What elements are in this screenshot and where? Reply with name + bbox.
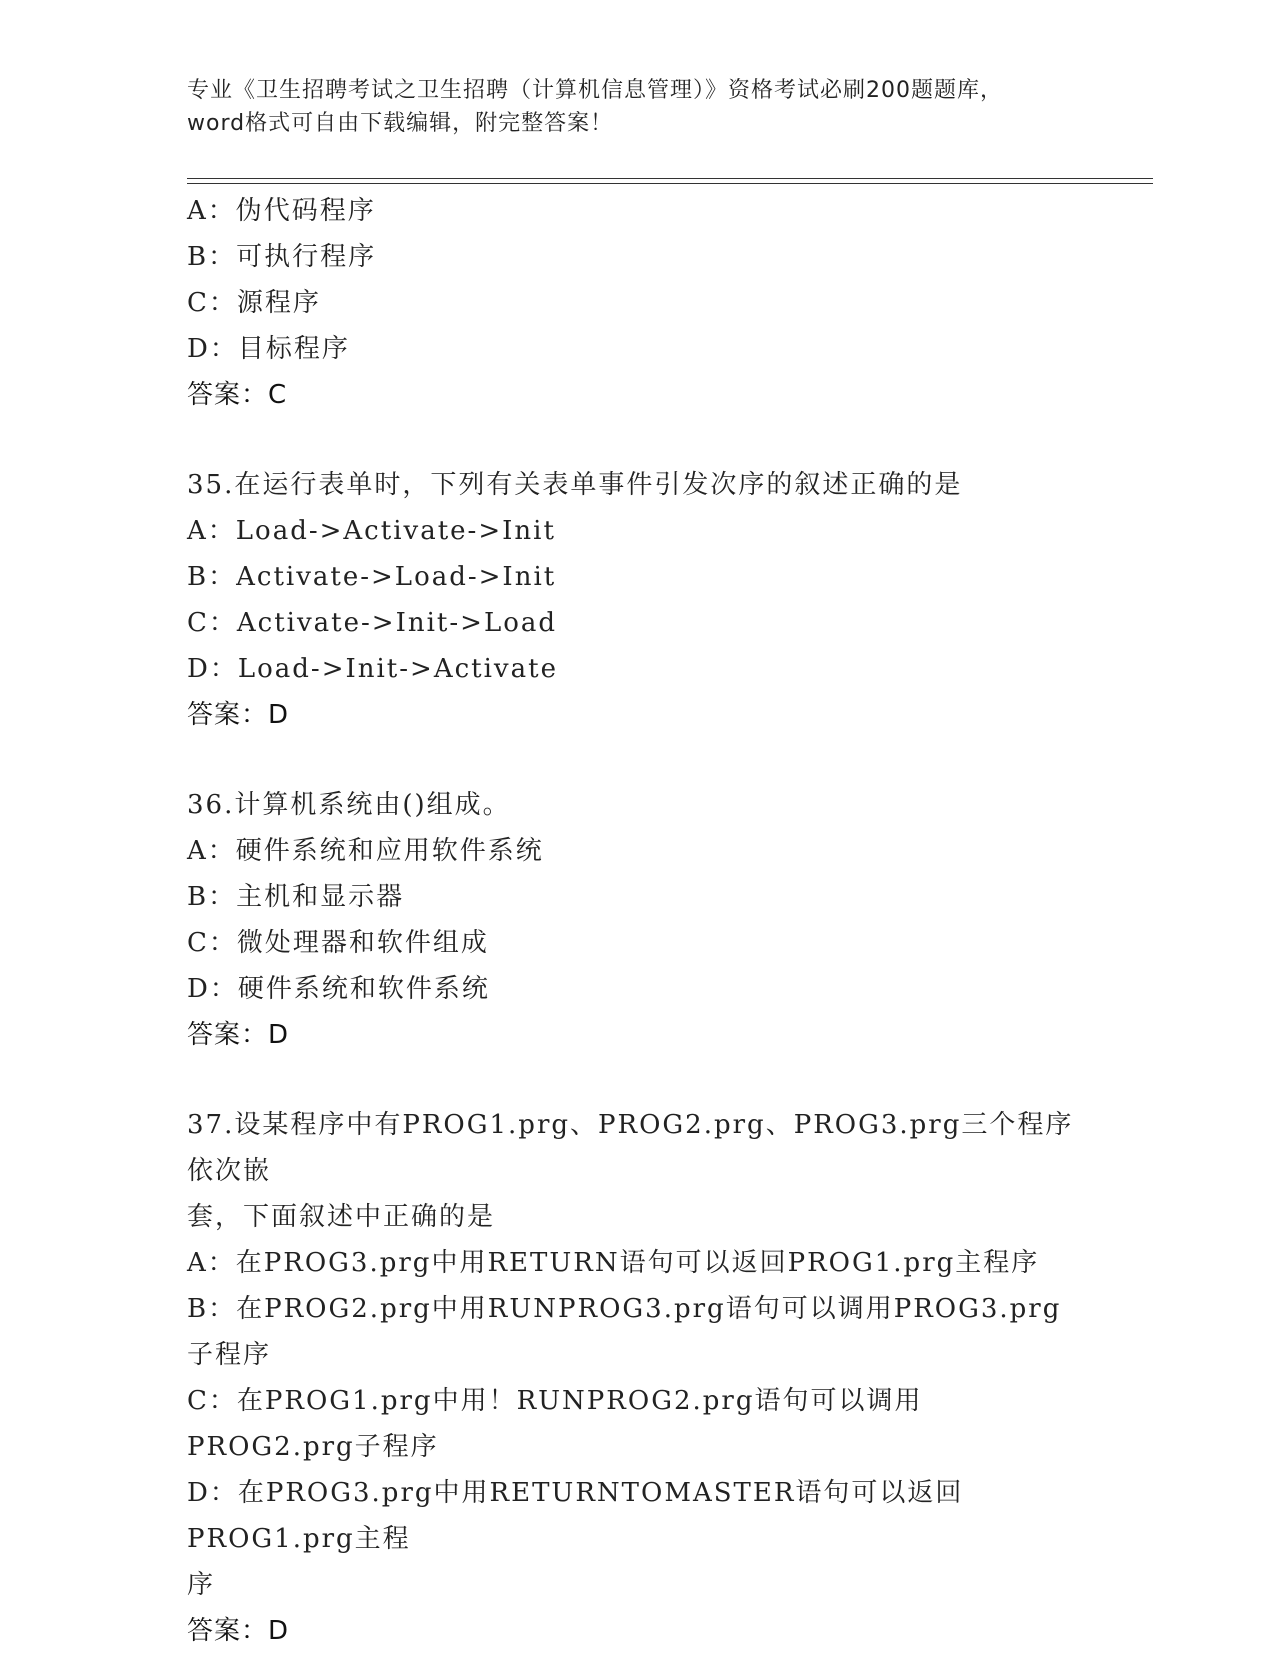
- option-d: D：Load->Init->Activate: [187, 654, 558, 684]
- option-a: A：伪代码程序: [187, 196, 376, 226]
- option-c: C：Activate->Init->Load: [187, 608, 558, 638]
- question-37: [187, 1102, 1087, 1654]
- header-divider-bottom: [187, 183, 1153, 184]
- option-b: B：Activate->Load->Init: [187, 562, 557, 592]
- option-b: B：主机和显示器: [187, 882, 405, 912]
- question-stem: 35.在运行表单时，下列有关表单事件引发次序的叙述正确的是: [187, 470, 963, 500]
- question-35: [187, 462, 1087, 738]
- document-header: [187, 74, 1087, 140]
- question-34-continued: [187, 188, 1087, 418]
- answer: 答案：C: [187, 380, 288, 410]
- option-c: C：源程序: [187, 288, 321, 318]
- spacer: [187, 1058, 1087, 1102]
- question-stem-line-2: 套，下面叙述中正确的是: [187, 1202, 496, 1232]
- option-a: A：在PROG3.prg中用RETURN语句可以返回PROG1.prg主程序: [187, 1248, 1040, 1278]
- spacer: [187, 418, 1087, 462]
- answer: 答案：D: [187, 1616, 290, 1646]
- option-d-line-1: D：在PROG3.prg中用RETURNTOMASTER语句可以返回PROG1.prg主程: [187, 1478, 964, 1554]
- question-36: [187, 782, 1087, 1058]
- answer: 答案：D: [187, 700, 290, 730]
- question-stem: 36.计算机系统由()组成。: [187, 790, 511, 820]
- question-stem-line-1: 37.设某程序中有PROG1.prg、PROG2.prg、PROG3.prg三个程序依次嵌: [187, 1110, 1074, 1186]
- option-d: D：目标程序: [187, 334, 350, 364]
- option-d: D：硬件系统和软件系统: [187, 974, 490, 1004]
- option-c: C：微处理器和软件组成: [187, 928, 489, 958]
- option-a: A：Load->Activate->Init: [187, 516, 556, 546]
- option-c: C：在PROG1.prg中用！RUNPROG2.prg语句可以调用PROG2.prg子程序: [187, 1386, 923, 1462]
- header-line-1: 专业《卫生招聘考试之卫生招聘（计算机信息管理）》资格考试必刷200题题库，: [187, 78, 1003, 103]
- option-b: B：在PROG2.prg中用RUNPROG3.prg语句可以调用PROG3.prg子程序: [187, 1294, 1062, 1370]
- option-d-line-2: 序: [187, 1570, 216, 1600]
- option-a: A：硬件系统和应用软件系统: [187, 836, 544, 866]
- answer: 答案：D: [187, 1020, 290, 1050]
- spacer: [187, 738, 1087, 782]
- header-line-2: word格式可自由下载编辑，附完整答案！: [187, 111, 614, 136]
- option-b: B：可执行程序: [187, 242, 377, 272]
- question-content: [187, 188, 1087, 1654]
- header-divider-top: [187, 178, 1153, 179]
